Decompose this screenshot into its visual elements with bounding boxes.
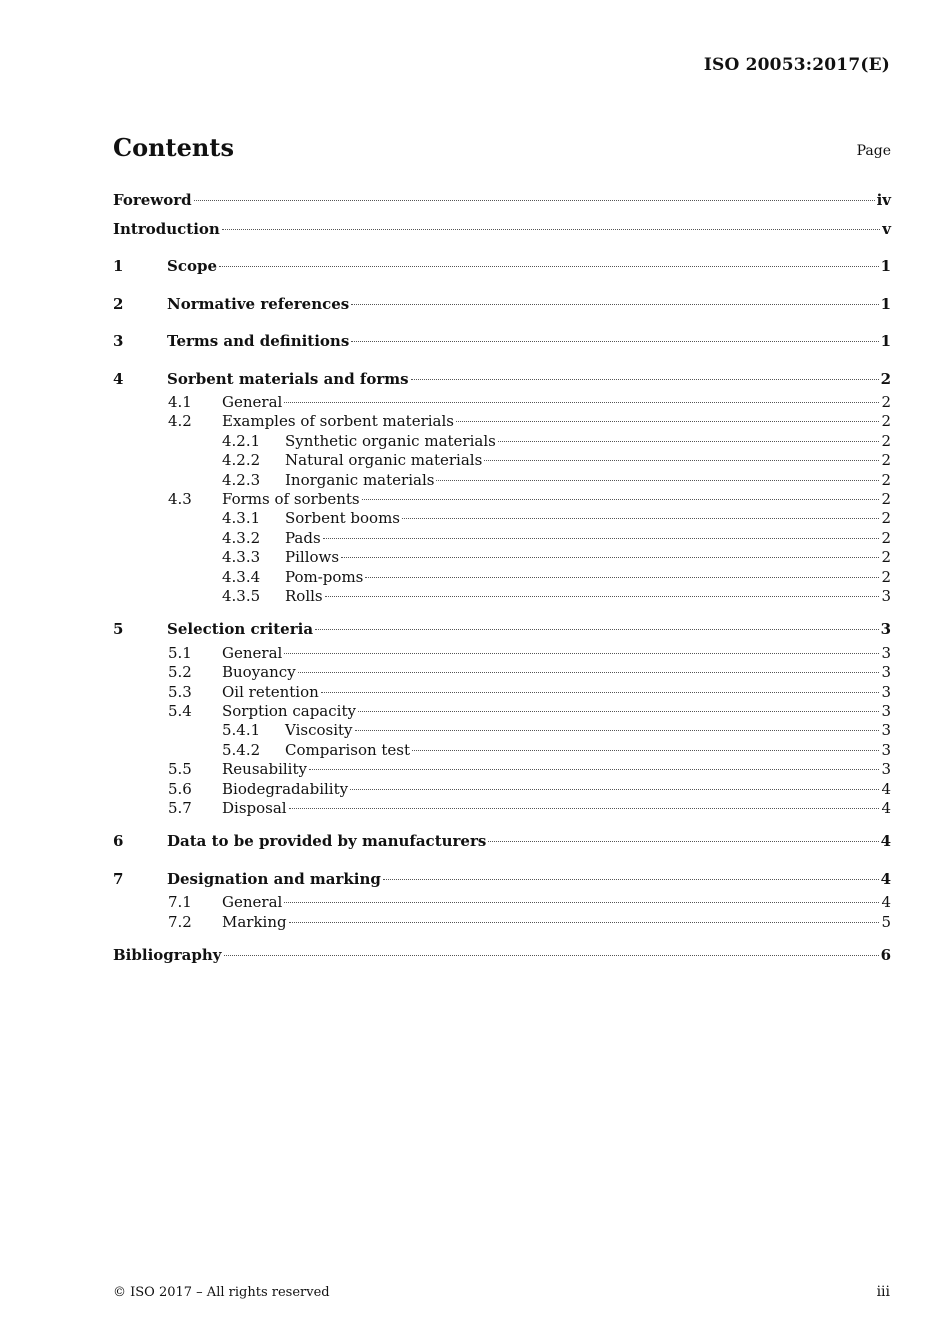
toc-entry[interactable] xyxy=(113,827,891,856)
dot-leader xyxy=(284,653,879,654)
toc-entry[interactable] xyxy=(113,451,891,470)
toc-entry[interactable] xyxy=(113,893,891,912)
dot-leader xyxy=(315,629,879,630)
toc-entry[interactable] xyxy=(113,432,891,451)
toc-entry[interactable] xyxy=(113,663,891,682)
toc-entry-title: Pillows xyxy=(285,548,340,567)
toc-entry-page: 2 xyxy=(881,412,891,431)
toc-entry-page: 4 xyxy=(880,832,891,851)
toc-entry-number: 7 xyxy=(113,869,124,888)
dot-leader xyxy=(355,730,880,731)
toc-entry-title: Normative references xyxy=(167,294,350,313)
dot-leader xyxy=(321,692,880,693)
toc-entry-title: Viscosity xyxy=(285,721,353,740)
toc-entry-number: 4.3 xyxy=(168,489,192,508)
dot-leader xyxy=(365,577,879,578)
toc-entry-title: Marking xyxy=(222,912,287,931)
toc-entry-number: 4.2.1 xyxy=(222,431,261,450)
toc-entry-page: 2 xyxy=(881,548,891,567)
toc-entry-page: 3 xyxy=(881,740,891,759)
dot-leader xyxy=(284,902,879,903)
toc-entry[interactable] xyxy=(113,186,891,215)
toc-entry-number: 7.1 xyxy=(168,893,192,912)
toc-entry[interactable] xyxy=(113,760,891,779)
footer-copyright: © ISO 2017 – All rights reserved xyxy=(113,1285,330,1300)
toc-entry-page: 2 xyxy=(881,509,891,528)
toc-entry-page: 4 xyxy=(881,798,891,817)
toc-entry-page: 2 xyxy=(881,567,891,586)
dot-leader xyxy=(298,672,880,673)
toc-entry-page: 3 xyxy=(880,620,891,639)
toc-entry-title: Sorbent booms xyxy=(285,509,400,528)
toc-entry[interactable] xyxy=(113,941,891,970)
toc-entry-title: Reusability xyxy=(222,760,307,779)
toc-entry-number: 3 xyxy=(113,332,124,350)
dot-leader xyxy=(351,304,878,305)
toc-entry[interactable] xyxy=(113,683,891,702)
toc-entry-title: Terms and definitions xyxy=(167,332,350,350)
dot-leader xyxy=(309,769,879,770)
toc-entry[interactable] xyxy=(113,702,891,721)
toc-entry-number: 7.2 xyxy=(168,912,192,931)
toc-entry[interactable] xyxy=(113,252,891,281)
toc-entry[interactable] xyxy=(113,644,891,663)
toc-entry-page: 2 xyxy=(881,470,891,489)
toc-entry[interactable] xyxy=(113,327,891,356)
toc-entry-title: Data to be provided by manufacturers xyxy=(167,832,487,851)
contents-title: Contents xyxy=(113,133,234,162)
toc-entry[interactable] xyxy=(113,913,891,932)
toc-entry-number: 5.3 xyxy=(168,682,192,701)
dot-leader xyxy=(289,808,880,809)
toc-entry-title: General xyxy=(222,893,283,912)
toc-entry[interactable] xyxy=(113,780,891,799)
toc-entry-title: Synthetic organic materials xyxy=(285,431,496,450)
dot-leader xyxy=(402,518,879,519)
dot-leader xyxy=(289,922,880,923)
toc-entry-title: Foreword xyxy=(113,191,192,209)
toc-entry-page: 3 xyxy=(881,682,891,701)
toc-entry-title: Rolls xyxy=(285,586,323,605)
toc-entry-page: 3 xyxy=(881,721,891,740)
toc-entry[interactable] xyxy=(113,215,891,244)
toc-entry-number: 4 xyxy=(113,369,124,388)
dot-leader xyxy=(222,229,880,230)
dot-leader xyxy=(219,266,879,267)
dot-leader xyxy=(436,480,879,481)
toc-entry[interactable] xyxy=(113,509,891,528)
toc-entry-title: Forms of sorbents xyxy=(222,489,360,508)
toc-entry[interactable] xyxy=(113,290,891,319)
toc-entry[interactable] xyxy=(113,799,891,818)
footer-page-number: iii xyxy=(876,1284,890,1300)
toc-entry-page: 3 xyxy=(881,701,891,720)
toc-entry-number: 5.4.1 xyxy=(222,721,261,740)
toc-entry-page: 1 xyxy=(880,257,891,275)
toc-entry[interactable] xyxy=(113,412,891,431)
toc-entry-number: 5.4 xyxy=(168,701,192,720)
toc-entry[interactable] xyxy=(113,615,891,644)
toc-entry-title: Comparison test xyxy=(285,740,411,759)
toc-entry-page: 4 xyxy=(880,869,891,888)
dot-leader xyxy=(350,789,879,790)
toc-entry-title: General xyxy=(222,393,283,411)
toc-entry-page: 3 xyxy=(881,586,891,605)
toc-entry-title: Scope xyxy=(167,257,218,275)
toc-entry-number: 5.1 xyxy=(168,643,192,662)
dot-leader xyxy=(325,596,880,597)
toc-entry[interactable] xyxy=(113,490,891,509)
toc-entry-page: 2 xyxy=(881,528,891,547)
toc-entry-number: 5.5 xyxy=(168,760,192,779)
toc-entry-number: 6 xyxy=(113,832,124,851)
toc-entry-page: 2 xyxy=(881,451,891,470)
dot-leader xyxy=(362,499,880,500)
document-identifier: ISO 20053:2017(E) xyxy=(703,55,890,75)
toc-entry-page: 2 xyxy=(880,369,891,388)
toc-entry-title: Bibliography xyxy=(113,946,222,965)
toc-entry[interactable] xyxy=(113,529,891,548)
dot-leader xyxy=(484,460,879,461)
toc-entry-page: 1 xyxy=(880,332,891,350)
toc-entry-page: 6 xyxy=(880,946,891,965)
toc-entry[interactable] xyxy=(113,865,891,894)
toc-entry-page: 3 xyxy=(881,643,891,662)
toc-entry-title: Natural organic materials xyxy=(285,451,483,470)
page-column-label: Page xyxy=(856,143,891,159)
toc-entry-title: Sorption capacity xyxy=(222,701,356,720)
toc-entry-title: Inorganic materials xyxy=(285,470,435,489)
toc-entry-title: Selection criteria xyxy=(167,620,314,639)
toc-entry-number: 1 xyxy=(113,257,124,275)
toc-entry-number: 4.1 xyxy=(168,393,192,411)
toc-entry-number: 4.2.3 xyxy=(222,470,261,489)
toc-entry-page: 2 xyxy=(881,393,891,411)
table-of-contents xyxy=(113,186,891,970)
toc-entry-number: 2 xyxy=(113,294,124,313)
toc-entry[interactable] xyxy=(113,393,891,412)
toc-entry-page: 2 xyxy=(881,489,891,508)
toc-entry-page: 4 xyxy=(881,779,891,798)
toc-entry-page: v xyxy=(882,219,891,238)
toc-entry-title: Examples of sorbent materials xyxy=(222,412,454,431)
dot-leader xyxy=(323,538,880,539)
toc-entry-number: 4.3.3 xyxy=(222,548,261,567)
toc-entry-page: 3 xyxy=(881,760,891,779)
toc-entry-title: Sorbent materials and forms xyxy=(167,369,409,388)
toc-entry[interactable] xyxy=(113,568,891,587)
toc-entry-title: Buoyancy xyxy=(222,663,296,682)
toc-entry[interactable] xyxy=(113,365,891,394)
toc-entry-number: 4.3.5 xyxy=(222,586,261,605)
toc-entry-page: iv xyxy=(876,191,891,209)
toc-entry-number: 4.2 xyxy=(168,412,192,431)
contents-header xyxy=(113,133,891,163)
toc-entry-page: 1 xyxy=(880,294,891,313)
toc-entry[interactable] xyxy=(113,587,891,606)
toc-entry-title: General xyxy=(222,643,283,662)
dot-leader xyxy=(351,341,878,342)
toc-entry-number: 4.2.2 xyxy=(222,451,261,470)
toc-entry-number: 5.6 xyxy=(168,779,192,798)
toc-entry[interactable] xyxy=(113,548,891,567)
toc-entry-page: 5 xyxy=(881,912,891,931)
toc-entry[interactable] xyxy=(113,721,891,740)
dot-leader xyxy=(358,711,880,712)
toc-entry-title: Pom-poms xyxy=(285,567,364,586)
toc-entry-page: 3 xyxy=(881,663,891,682)
toc-entry-title: Introduction xyxy=(113,219,220,238)
toc-entry-title: Biodegradability xyxy=(222,779,349,798)
dot-leader xyxy=(224,955,879,956)
toc-entry-number: 5 xyxy=(113,620,124,639)
toc-entry-number: 4.3.2 xyxy=(222,528,261,547)
toc-entry-page: 2 xyxy=(881,431,891,450)
toc-entry-title: Disposal xyxy=(222,798,287,817)
toc-entry-title: Designation and marking xyxy=(167,869,381,888)
dot-leader xyxy=(284,402,879,403)
dot-leader xyxy=(498,441,880,442)
toc-entry-title: Oil retention xyxy=(222,682,319,701)
toc-entry-number: 4.3.4 xyxy=(222,567,261,586)
dot-leader xyxy=(341,557,879,558)
toc-entry-page: 4 xyxy=(881,893,891,912)
dot-leader xyxy=(488,841,878,842)
toc-entry-number: 5.4.2 xyxy=(222,740,261,759)
toc-entry-number: 4.3.1 xyxy=(222,509,261,528)
dot-leader xyxy=(412,750,879,751)
dot-leader xyxy=(194,200,875,201)
toc-entry[interactable] xyxy=(113,471,891,490)
dot-leader xyxy=(383,879,879,880)
toc-entry[interactable] xyxy=(113,741,891,760)
toc-entry-number: 5.7 xyxy=(168,798,192,817)
toc-entry-title: Pads xyxy=(285,528,321,547)
toc-entry-number: 5.2 xyxy=(168,663,192,682)
dot-leader xyxy=(411,379,879,380)
dot-leader xyxy=(456,421,879,422)
